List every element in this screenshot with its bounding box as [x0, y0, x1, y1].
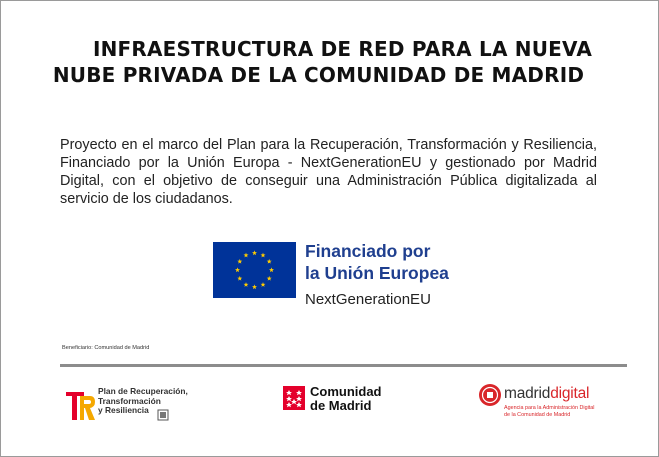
beneficiary-note: Beneficiario: Comunidad de Madrid	[62, 345, 150, 351]
madrid-digital-tagline-2: de la Comunidad de Madrid	[504, 411, 571, 418]
madrid-digital-name-a: madrid	[504, 385, 551, 402]
prtr-line-3: y Resiliencia	[98, 405, 149, 415]
comunidad-text	[310, 385, 382, 413]
comunidad-madrid-logo	[283, 384, 403, 414]
madrid-digital-tagline-1: Agencia para la Administración Digital	[504, 405, 595, 411]
title-line-2: NUBE PRIVADA DE LA COMUNIDAD DE MADRID	[52, 63, 585, 87]
madrid-digital-emblem-icon	[479, 384, 501, 406]
spain-government-crest-icon	[156, 408, 170, 422]
prtr-line-2: Transformación	[98, 395, 161, 406]
eu-funding-label	[305, 240, 449, 310]
eu-star-icon	[237, 259, 242, 264]
madrid-digital-name	[504, 385, 589, 403]
eu-star-icon	[261, 282, 266, 287]
prtr-emblem-icon	[64, 384, 96, 424]
eu-star-icon	[244, 282, 249, 287]
comunidad-flag-icon	[283, 386, 305, 410]
project-description: Proyecto en el marco del Plan para la Recuperación, Transformación y Resiliencia, Financiado por la Unión Europa - NextGenerationEU y gestionado por Madrid Digital, con el objetivo de conseguir una Administración Pública digitalizada al servicio de los ciudadanos.	[60, 137, 597, 207]
page-title	[0, 36, 659, 88]
title-line-1: INFRAESTRUCTURA DE RED PARA LA NUEVA	[92, 37, 593, 61]
prtr-logo	[64, 384, 204, 424]
divider	[60, 364, 627, 367]
madrid-digital-tagline	[504, 405, 595, 418]
prtr-line-1: Plan de Recuperación,	[98, 386, 188, 396]
eu-star-icon	[235, 267, 240, 272]
prtr-text	[98, 387, 188, 416]
eu-star-icon	[267, 276, 272, 281]
comunidad-line-2: de Madrid	[310, 398, 372, 413]
eu-flag-icon	[213, 242, 296, 298]
madrid-digital-name-b: digital	[550, 385, 590, 402]
eu-star-icon	[252, 284, 257, 289]
eu-star-icon	[252, 250, 257, 255]
comunidad-line-1: Comunidad	[310, 384, 382, 399]
eu-star-icon	[244, 253, 249, 258]
eu-line-3: NextGenerationEU	[305, 291, 431, 308]
eu-star-icon	[237, 276, 242, 281]
eu-star-icon	[269, 267, 274, 272]
eu-line-2: la Unión Europea	[305, 263, 449, 283]
madrid-digital-logo	[479, 384, 629, 424]
eu-star-icon	[261, 253, 266, 258]
eu-star-icon	[267, 259, 272, 264]
eu-line-1: Financiado por	[305, 241, 431, 261]
